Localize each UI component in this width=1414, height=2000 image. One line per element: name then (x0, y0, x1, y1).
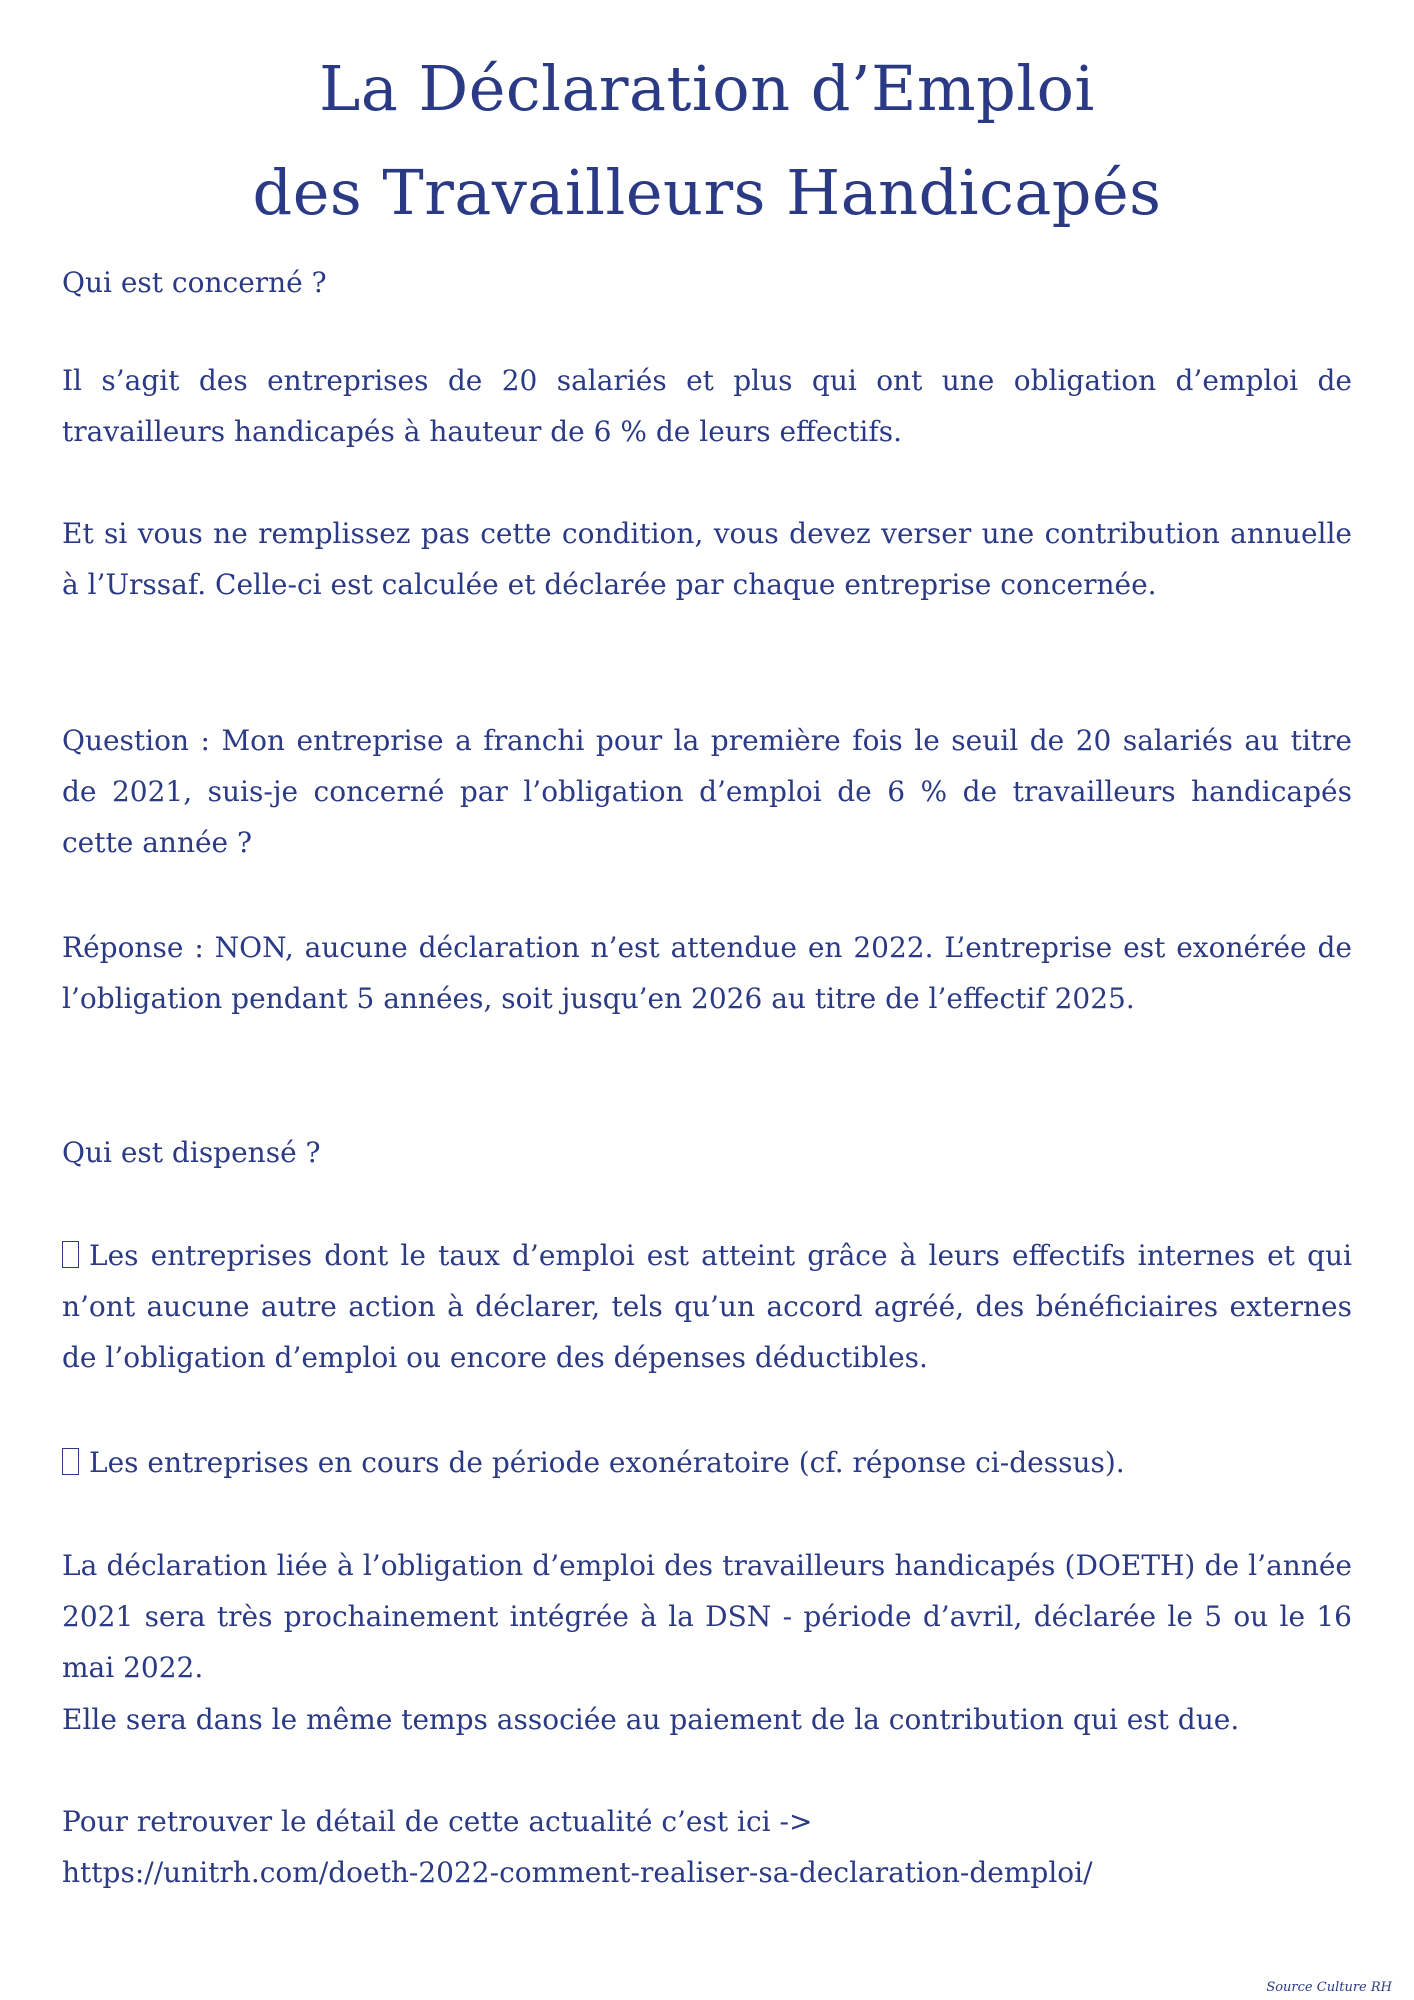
bullet-item-2 (62, 1437, 1352, 1488)
bullet-item-1 (62, 1230, 1352, 1383)
link-intro: Pour retrouver le détail de cette actualité c’est ici -> (62, 1805, 813, 1838)
section-heading-exempted: Qui est dispensé ? (62, 1136, 321, 1169)
missing-glyph-box-icon (62, 1241, 79, 1268)
paragraph-answer: Réponse : NON, aucune déclaration n’est attendue en 2022. L’entreprise est exonérée de l’obligation pendant 5 années, soit jusqu’en 2026 au titre de l’effectif 2025. (62, 931, 1352, 1015)
page-title-line-2: des Travailleurs Handicapés (252, 156, 1162, 229)
paragraph-payment: Elle sera dans le même temps associée au paiement de la contribution qui est due. (62, 1703, 1240, 1736)
paragraph-doeth: La déclaration liée à l’obligation d’emploi des travailleurs handicapés (DOETH) de l’année 2021 sera très prochainement intégrée à la DSN - période d’avril, déclarée le 5 ou le 16 mai 2022. (62, 1549, 1352, 1684)
paragraph-contribution: Et si vous ne remplissez pas cette condition, vous devez verser une contribution annuelle à l’Urssaf. Celle-ci est calculée et déclarée par chaque entreprise concernée. (62, 517, 1352, 601)
source-credit: Source Culture RH (1266, 1980, 1392, 1995)
missing-glyph-box-icon (62, 1448, 79, 1475)
paragraph-question: Question : Mon entreprise a franchi pour la première fois le seuil de 20 salariés au titre de 2021, suis-je concerné par l’obligation d’emploi de 6 % de travailleurs handicapés cette année ? (62, 724, 1352, 859)
page-title-line-1: La Déclaration d’Emploi (319, 52, 1095, 125)
bullet-item-1-text: Les entreprises dont le taux d’emploi est atteint grâce à leurs effectifs internes et qui n’ont aucune autre action à déclarer, tels qu’un accord agréé, des bénéficiaires externes de l’obligation d’emploi ou encore des dépenses déductibles. (62, 1239, 1352, 1374)
bullet-item-2-text: Les entreprises en cours de période exonératoire (cf. réponse ci-dessus). (89, 1446, 1125, 1479)
section-heading-concerned: Qui est concerné ? (62, 266, 327, 299)
paragraph-obligation: Il s’agit des entreprises de 20 salariés et plus qui ont une obligation d’emploi de travailleurs handicapés à hauteur de 6 % de leurs effectifs. (62, 364, 1352, 448)
article-link[interactable]: https://unitrh.com/doeth-2022-comment-realiser-sa-declaration-demploi/ (62, 1856, 1093, 1889)
